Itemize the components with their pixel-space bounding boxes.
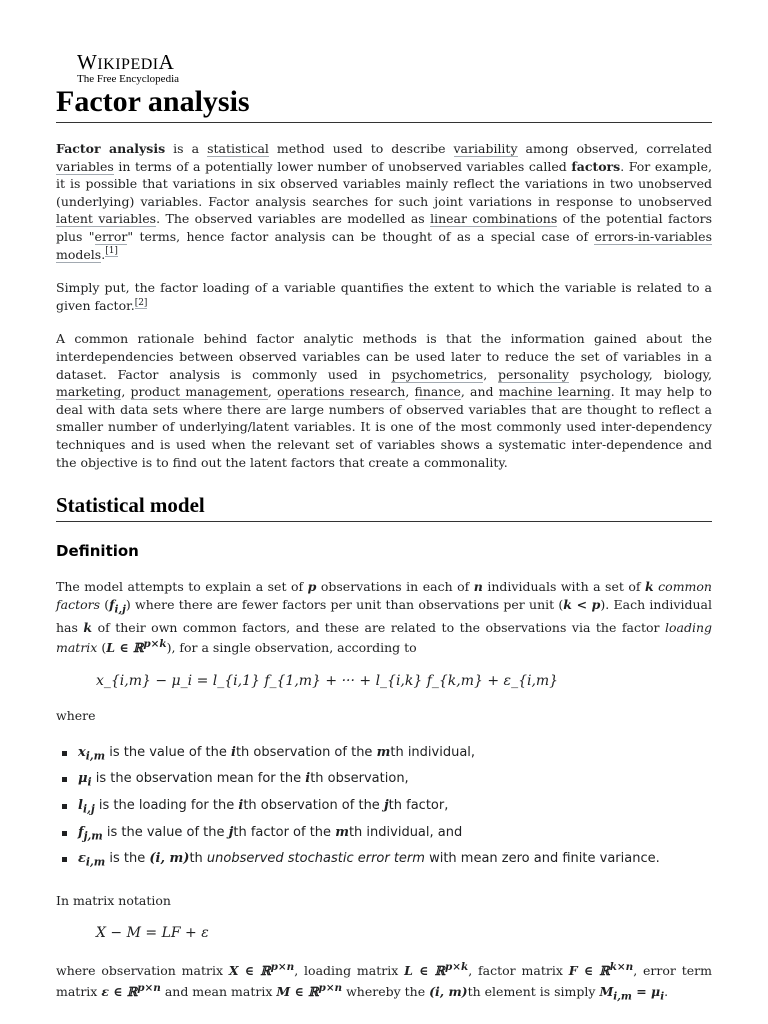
wikipedia-logo[interactable]	[77, 50, 179, 85]
list-item: $l_{i,j}$ is the loading for the ith observation of the jth factor,	[78, 794, 712, 821]
list-item: $\varepsilon_{i,m}$ is the (i, m)th unobserved stochastic error term with mean zero and finite variance.	[78, 847, 712, 874]
link-finance[interactable]: finance	[414, 384, 461, 400]
list-item: $x_{i,m}$ is the value of the ith observation of the mth individual,	[78, 741, 712, 768]
link-latent-variables[interactable]: latent variables	[56, 211, 157, 227]
link-psychometrics[interactable]: psychometrics	[391, 366, 484, 382]
link-variables[interactable]: variables	[56, 158, 114, 174]
link-operations-research[interactable]: operations research	[277, 384, 406, 400]
list-item: $f_{j,m}$ is the value of the jth factor of the mth individual, and	[78, 821, 712, 848]
link-marketing[interactable]: marketing	[56, 384, 122, 400]
link-variability[interactable]: variability	[453, 141, 518, 156]
logo-tagline: The Free Encyclopedia	[77, 73, 180, 85]
intro-paragraph-1: Factor analysis is a statistical method used to describe variability among observed, correlated variables in terms of a potentially lower number of unobserved variables called factors. For example, it is possible that variations in six observed variables mainly reflect the variations in two unobserved (underlying) variables. Factor analysis searches for such joint variations in response to unobserved latent variables. The observed variables are modelled as linear combinations of the potential factors plus "error" terms, hence factor analysis can be thought of as a special case of errors-in-variables models.[1]	[56, 141, 712, 262]
where-label: where	[56, 708, 96, 724]
link-statistical[interactable]: statistical	[207, 141, 269, 156]
section-heading-statistical-model: Statistical model	[56, 493, 712, 522]
reference-2[interactable]: [2]	[134, 297, 148, 308]
link-machine-learning[interactable]: machine learning	[498, 384, 611, 400]
page-title: Factor analysis	[56, 82, 712, 123]
link-product-management[interactable]: product management	[130, 384, 268, 400]
definition-paragraph: The model attempts to explain a set of p observations in each of n individuals with a set of k common factors $(f_{i,j})$ where there are fewer factors per unit than observations per unit (k < p). Each individual has k of their own common factors, and these are related to the observations via the factor loading matrix (L ∈ ℝ$^{p\times k}$), for a single observation, according to	[56, 579, 712, 656]
link-linear-combinations[interactable]: linear combinations	[430, 211, 558, 227]
matrix-definition-paragraph: where observation matrix X ∈ ℝ$^{p\times n}$, loading matrix L ∈ ℝ$^{p\times k}$, factor matrix F ∈ ℝ$^{k\times n}$, error term matrix ε ∈ ℝ$^{p\times n}$ and mean matrix M ∈ ℝ$^{p\times n}$ whereby the (i, m)th element is simply $M_{i,m} = \mu_i$.	[56, 961, 712, 1003]
link-personality[interactable]: personality	[498, 366, 569, 382]
link-error[interactable]: error	[94, 228, 128, 244]
variable-definition-list	[56, 741, 712, 874]
reference-1[interactable]: [1]	[105, 246, 118, 257]
matrix-equation: X − M = LF + ε	[96, 925, 209, 942]
article-body	[56, 140, 712, 1022]
factor-model-equation: x_{i,m} − μ_i = l_{i,1} f_{1,m} + ··· + l_{i,k} f_{k,m} + ε_{i,m}	[96, 673, 559, 690]
intro-paragraph-2: Simply put, the factor loading of a variable quantifies the extent to which the variable is related to a given factor.[2]	[56, 280, 712, 313]
logo-wordmark: WIKIPEDIA	[77, 50, 175, 74]
matrix-notation-label: In matrix notation	[56, 892, 171, 908]
intro-paragraph-3: A common rationale behind factor analytic methods is that the information gained about the interdependencies between observed variables can be used later to reduce the set of variables in a dataset. Factor analysis is commonly used in psychometrics, personality psychology, biology, marketing, product management, operations research, finance, and machine learning. It may help to deal with data sets where there are large numbers of observed variables that are thought to reflect a smaller number of underlying/latent variables. It is one of the most commonly used inter-dependency techniques and is used when the relevant set of variables shows a systematic inter-dependence and the objective is to find out the latent factors that create a commonality.	[56, 331, 713, 470]
list-item: $\mu_i$ is the observation mean for the ith observation,	[78, 767, 712, 794]
link-errors-in-variables[interactable]: errors-in-variables models	[56, 228, 712, 262]
subsection-heading-definition: Definition	[56, 542, 139, 561]
